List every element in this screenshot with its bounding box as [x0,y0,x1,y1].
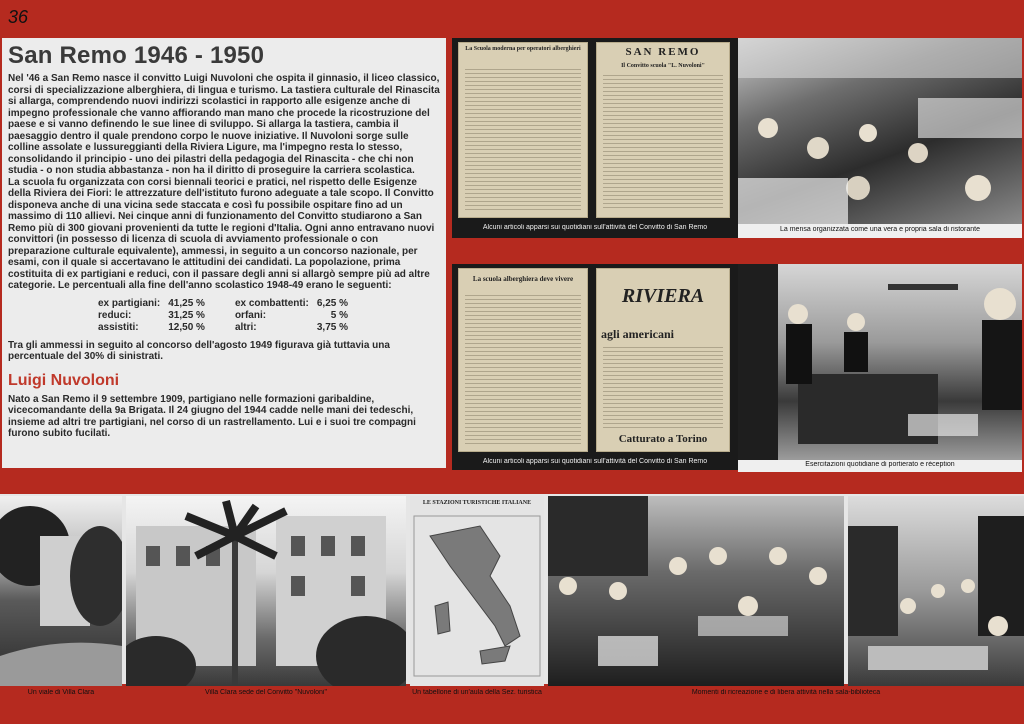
photo-ricreazione-2 [848,496,1024,686]
newspaper-clipping-1 [458,42,588,218]
newspaper-clipping-2 [596,42,730,218]
page-number: 36 [8,7,29,27]
stat-label: reduci: [98,309,132,321]
map-title: LE STAZIONI TURISTICHE ITALIANE [422,500,532,506]
stats-row [94,322,352,334]
newspaper-clipping-3 [458,268,588,452]
newspaper-headline: La scuola alberghiera deve vivere [472,275,574,283]
paragraph-after-stats: Tra gli ammessi in seguito al concorso dell'agosto 1949 figurava già tuttavia una percentuale del 30% di sinistrati. [8,339,390,362]
stats-row [94,310,352,322]
caption-tabellone: Un tabellone di un'aula della Sez. turistica [412,689,542,696]
stat-label: ex partigiani: [98,297,161,309]
main-title: San Remo 1946 - 1950 [8,42,265,69]
stat-value: 6,25 % [316,297,348,309]
caption-viale: Un viale di Villa Clara [27,689,95,696]
newspaper-clipping-4 [596,268,730,452]
photo-tabellone [410,496,544,686]
caption-ricreazione: Momenti di ricreazione e di libera attività nella sala-biblioteca [691,689,881,696]
bio-title: Luigi Nuvoloni [8,371,120,389]
stat-value: 41,25 % [168,297,205,309]
paragraph-intro: Nel '46 a San Remo nasce il convitto Luigi Nuvoloni che ospita il ginnasio, il liceo classico, corsi di specializzazione alberghiera, di lingua e turismo. La tastiera culturale del Rinascita si allarga, comprendendo nuovi indirizzi scolastici in rapporto alle esigenze anche di impegno professionale che vanno affiorando man mano che procede la ricostruzione del paese e si vanno definendo le sue linee di sviluppo. Si allarga la tastiera, cambia il paesaggio dentro il quale prendono corpo le nuove iniziative. Il Nuvoloni sorge sulle colline assolate e lussureggianti della Riviera Ligure, ma l'impegno resta lo stesso, consolidando il principio - uno dei pilastri della pedagogia del Rinascita - che chi non studia - o non studia abbastanza - non ha il diritto di proseguire la carriera scolastica. [8,73,440,176]
stat-label: ex combattenti: [234,297,309,309]
stats-table [94,298,352,334]
newspaper-headline: Il Convitto scuola "L. Nuvoloni" [621,63,705,69]
photo-ricreazione-2-image [848,496,1024,686]
photo-viale-image [0,496,122,686]
caption-mensa: La mensa organizzata come una vera e propria sala di ristorante [780,226,980,233]
caption-villa-clara: Villa Clara sede del Convitto "Nuvoloni" [205,689,327,696]
photo-mensa [738,38,1022,224]
caption-portierato: Esercitazioni quotidiane di portierato e réception [805,461,955,468]
photo-ricreazione-1 [548,496,844,686]
photo-portierato [738,264,1022,460]
stat-value: 5 % [330,309,348,321]
newspaper-headline: La Scuola moderna per operatori alberghieri [465,46,581,52]
photo-ricreazione-1-image [548,496,844,686]
stats-row [94,298,352,310]
caption-articles-top: Alcuni articoli apparsi sui quotidiani sull'attività del Convitto di San Remo [482,224,708,231]
bio-text: Nato a San Remo il 9 settembre 1909, partigiano nelle formazioni garibaldine, vicecomandante della 9a Brigata. Il 24 giugno del 1944 cadde nelle mani dei tedeschi, insieme ad altri tre partigiani, nel corso di un rastrellamento. Lui e i suoi tre compagni furono subito fucilati. [8,393,416,439]
photo-viale [0,496,122,686]
text-panel [2,38,446,468]
stat-label: assistiti: [98,321,139,333]
caption-articles-bottom: Alcuni articoli apparsi sui quotidiani sull'attività del Convitto di San Remo [482,458,708,465]
stat-value: 31,25 % [168,309,205,321]
stat-label: altri: [234,321,257,333]
photo-villa-clara [126,496,406,686]
photo-villa-clara-image [126,496,406,686]
photo-portierato-image [738,264,1022,460]
stat-value: 3,75 % [316,321,348,333]
stat-label: orfani: [234,309,267,321]
newspaper-masthead: SAN REMO [625,46,701,58]
newspaper-headline: Catturato a Torino [618,433,708,445]
stat-value: 12,50 % [168,321,205,333]
newspaper-masthead: RIVIERA [621,285,705,307]
paragraph-school: La scuola fu organizzata con corsi biennali teorici e pratici, nel rispetto delle Esigenze della Riviera dei Fiori: le attrezzature dell'istituto furono adeguate a tale scopo. Il Convitto disponeva anche di una vicina sede staccata e così fu possibile ospitare fino ad un massimo di 110 allievi. Nei cinque anni di funzionamento del Convitto studiarono a San Remo più di 300 giovani provenienti da tutte le regioni d'Italia. Ogni anno entravano nuovi convittori (in possesso di licenza di scuola di avviamento professionale o con preparazione culturale equivalente), ammessi, in seguito a un concorso nazionale, per esami, con il quale si accertavano le attitudini dei candidati. La popolazione, prima costituita di ex partigiani e reduci, con il passare degli anni si allargò sempre più ad altre categorie. Le percentuali alla fine dell'anno scolastico 1948-49 erano le seguenti: [8,176,435,291]
newspaper-headline: agli americani [601,327,674,341]
photo-mensa-image [738,38,1022,224]
italy-map-icon [410,496,544,686]
